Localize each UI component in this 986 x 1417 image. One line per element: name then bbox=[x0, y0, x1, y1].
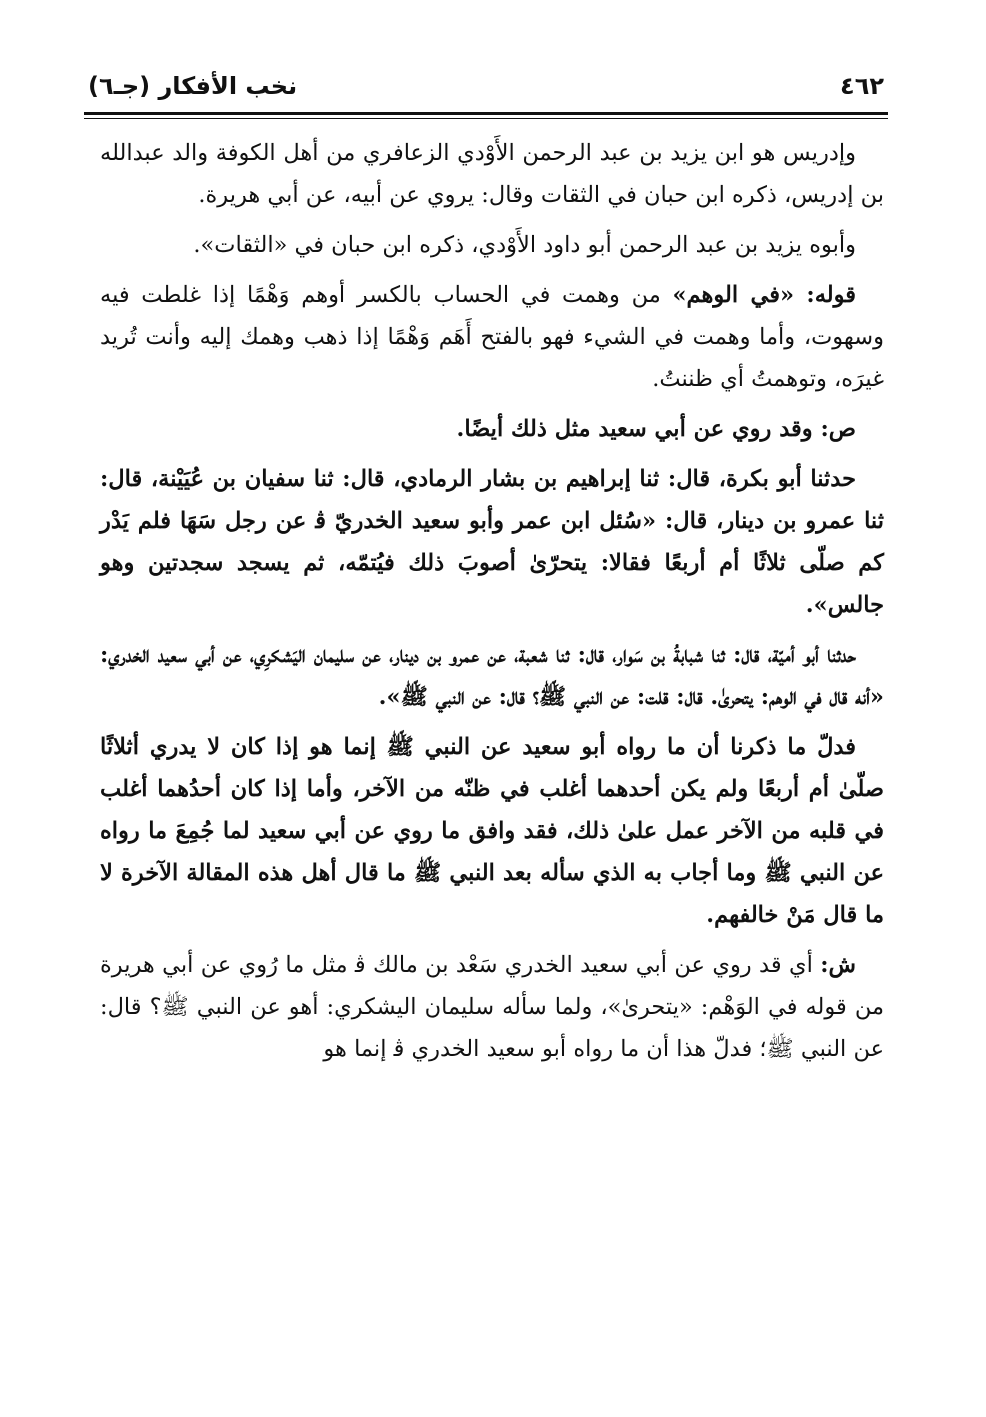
paragraph-father: وأبوه يزيد بن عبد الرحمن أبو داود الأَوْدي، ذكره ابن حبان في «الثقات». bbox=[193, 232, 856, 258]
header-rule-thick bbox=[84, 112, 888, 115]
paragraph-sad: ص: وقد روي عن أبي سعيد مثل ذلك أيضًا. bbox=[456, 416, 856, 442]
page-number: ٤٦٢ bbox=[840, 72, 884, 100]
paragraph-hadith-1: حدثنا أبو بكرة، قال: ثنا إبراهيم بن بشار الرمادي، قال: ثنا سفيان بن عُيَيْنة، قال: ثنا عمرو بن دينار، قال: «سُئل ابن عمر وأبو سعيد الخدريّ ﭬ عن رجل سَهَا فلم يَدْر كم صلّى ثلاثًا أم أربعًا فقالا: يتحرّىٰ أصوبَ ذلك فيُتمّه، ثم يسجد سجدتين وهو جالس». bbox=[100, 466, 884, 618]
paragraph-hadith-2: حدثنا أبو أميّة، قال: ثنا شبابةُ بن سَوار، قال: ثنا شعبة، عن عمرو بن دينار، عن سليمان اليَشكرِي، عن أبي سعيد الخدري: «أنه قال في الوهم: يتحرىٰ. قال: قلت: عن النبي ﷺ؟ قال: عن النبي ﷺ». bbox=[100, 642, 884, 710]
paragraph-lead: قوله: «في الوهم» bbox=[672, 282, 856, 308]
paragraph-lead: ش: bbox=[820, 952, 856, 978]
page-body bbox=[100, 132, 884, 1078]
header-rule-thin bbox=[84, 118, 888, 119]
paragraph-conclusion: فدلّ ما ذكرنا أن ما رواه أبو سعيد عن النبي ﷺ إنما هو إذا كان لا يدري أثلاثًا صلّىٰ أم أربعًا ولم يكن أحدهما أغلب في ظنّه من الآخر، وأما إذا كان أحدُهما أغلب في قلبه من الآخر عمل علىٰ ذلك، فقد وافق ما روي عن أبي سعيد لما جُمِعَ ما رواه عن النبي ﷺ وما أجاب به الذي سأله بعد النبي ﷺ ما قال أهل هذه المقالة الآخرة لا ما قال مَنْ خالفهم. bbox=[100, 734, 884, 928]
running-title: نخب الأفكار (جـ٦) bbox=[88, 72, 298, 100]
paragraph-wahm-definition: قوله: «في الوهم» من وهمت في الحساب بالكسر أوهم وَهْمًا إذا غلطت فيه وسهوت، وأما وهمت في الشيء فهو بالفتح أَهَم وَهْمًا إذا ذهب وهمك إليه وأنت تُريد غيرَه، وتوهمتُ أي ظننتُ. bbox=[100, 282, 884, 392]
paragraph-sharh: ش: أي قد روي عن أبي سعيد الخدري سَعْد بن مالك ﭬ مثل ما رُوي عن أبي هريرة من قوله في الوَهْم: «يتحرىٰ»، ولما سأله سليمان اليشكري: أهو عن النبي ﷺ؟ قال: عن النبي ﷺ؛ فدلّ هذا أن ما رواه أبو سعيد الخدري ﭬ إنما هو bbox=[100, 952, 884, 1062]
page-header bbox=[88, 66, 884, 106]
paragraph-idris: وإدريس هو ابن يزيد بن عبد الرحمن الأَوْدي الزعافري من أهل الكوفة والد عبدالله بن إدريس، ذكره ابن حبان في الثقات وقال: يروي عن أبيه، عن أبي هريرة. bbox=[100, 140, 884, 208]
